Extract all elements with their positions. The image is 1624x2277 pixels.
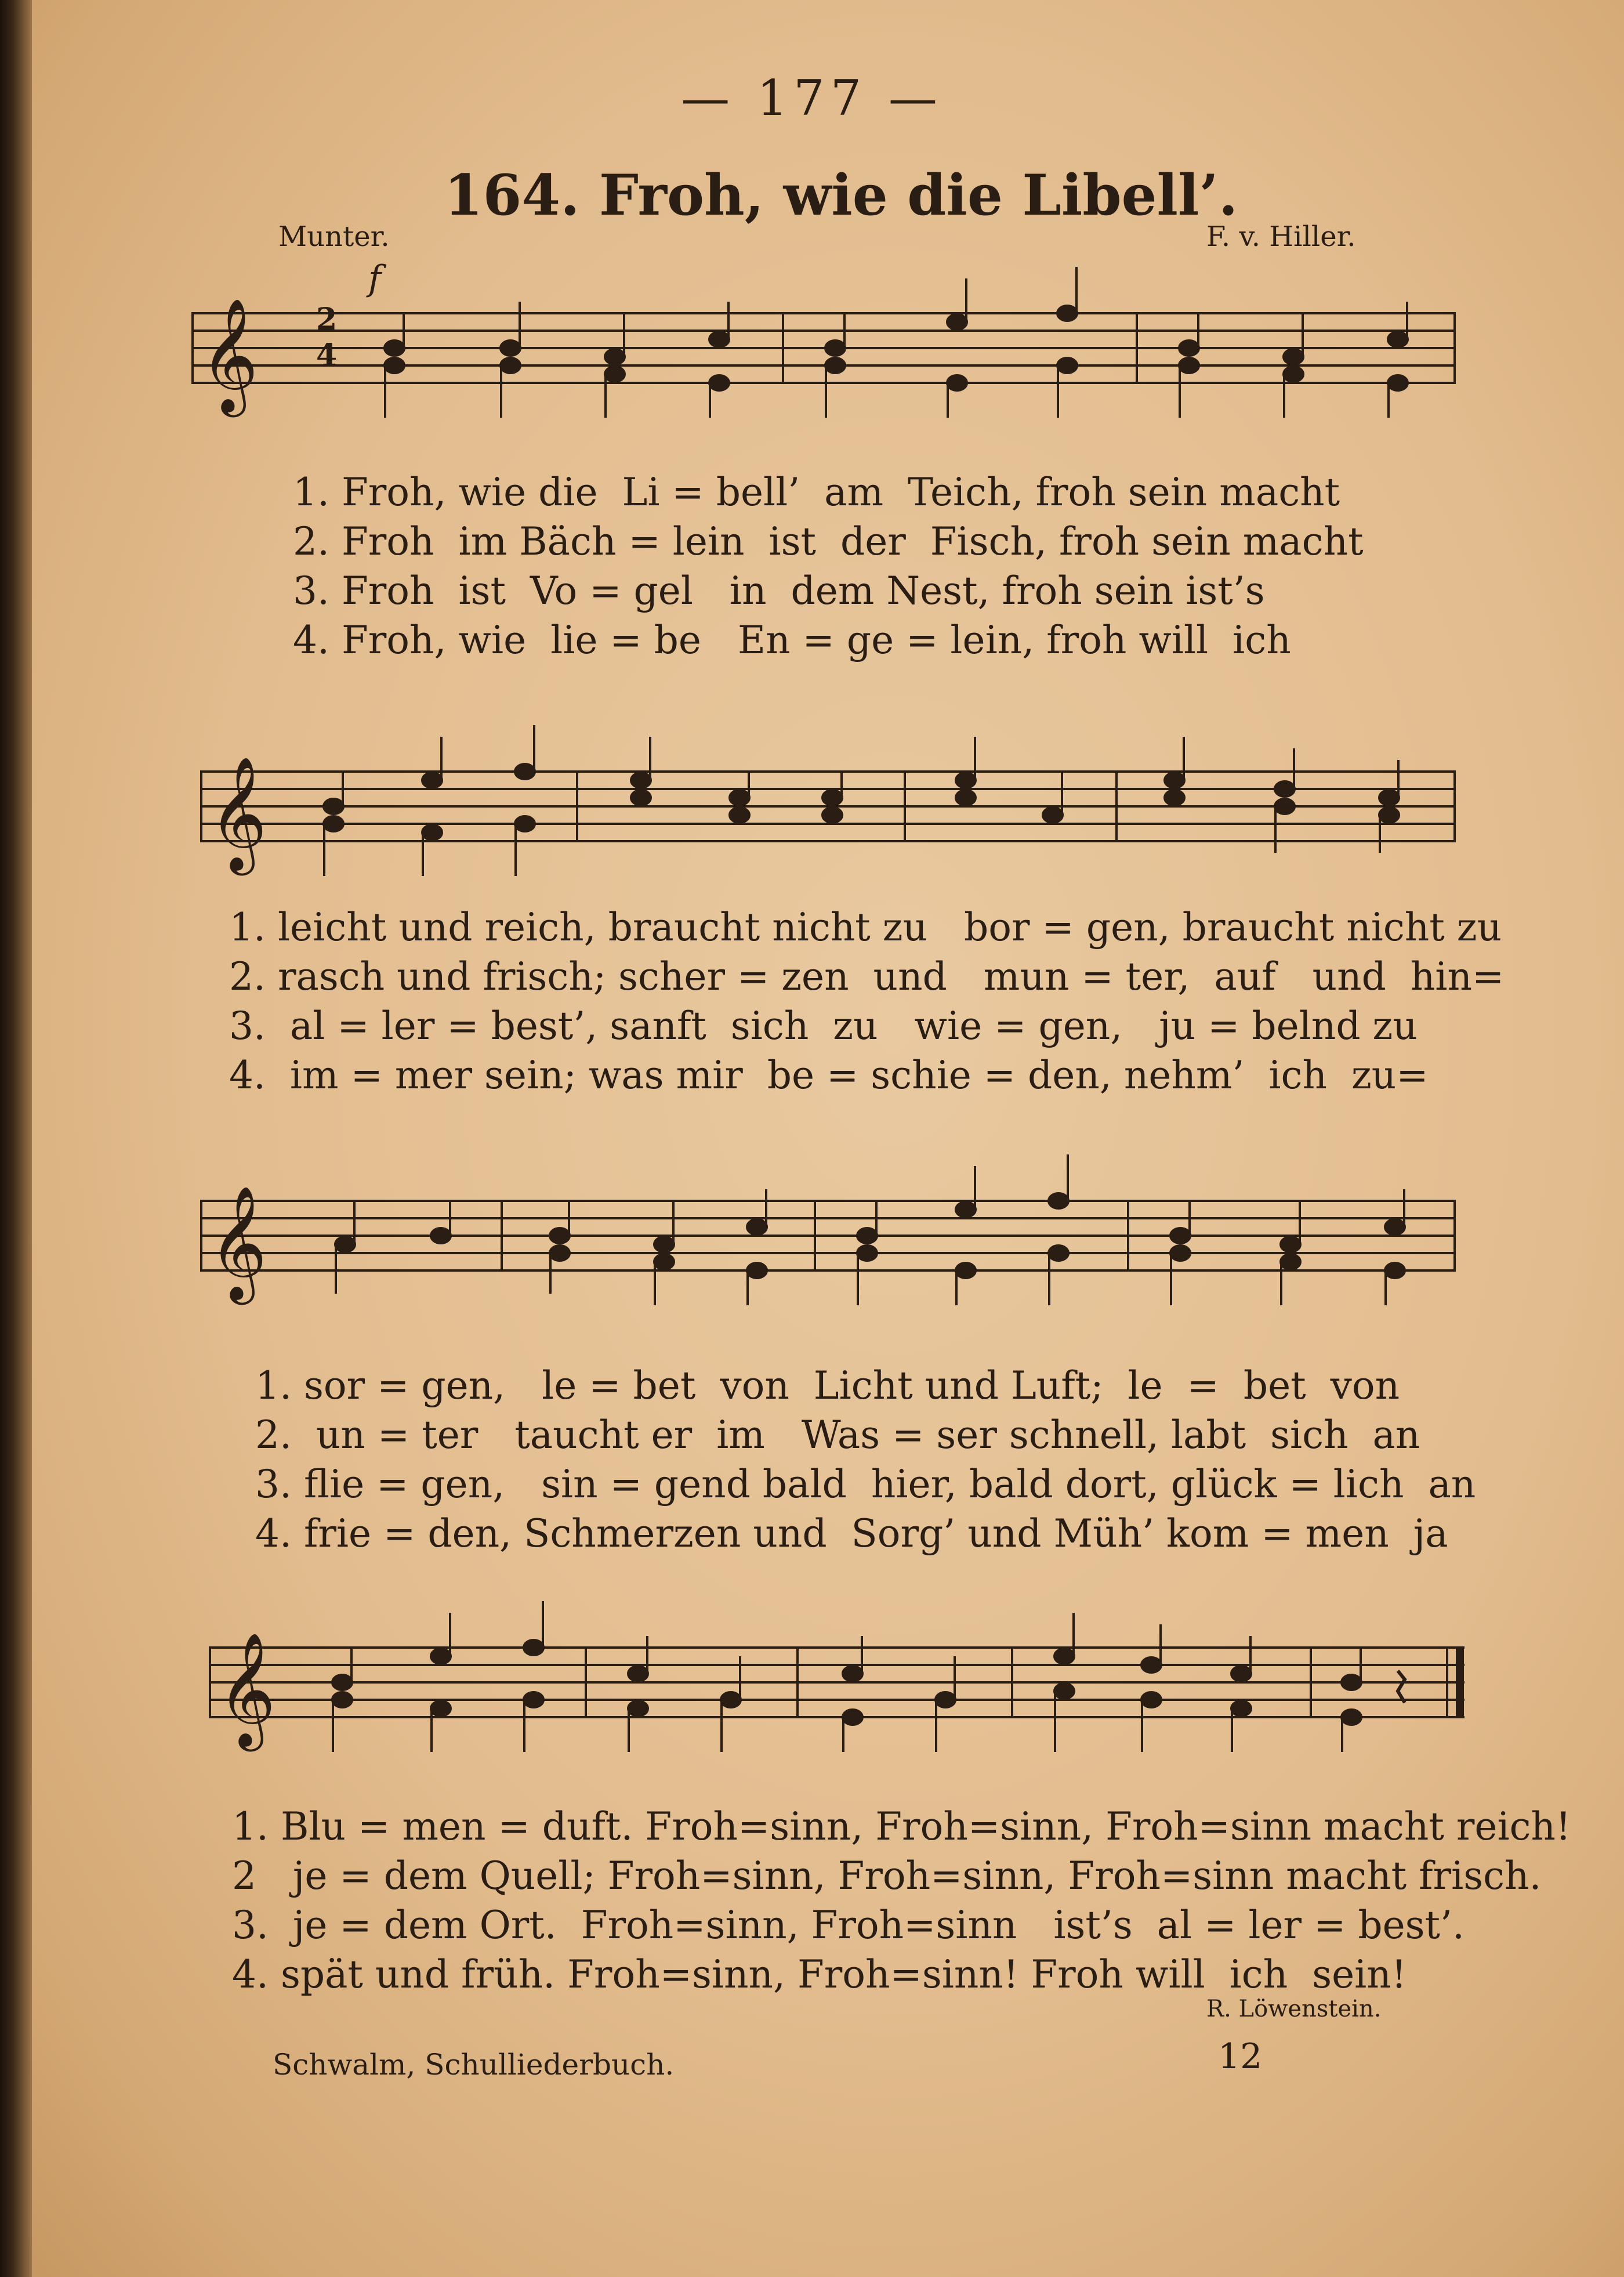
lyric-line: 3. Froh ist Vo = gel in dem Nest, froh sein ist’s (293, 569, 1265, 613)
lyric-line: 2. rasch und frisch; scher = zen und mun = ter, auf und hin= (229, 954, 1505, 999)
lyric-line: 1. Blu = men = duft. Froh=sinn, Froh=sinn, Froh=sinn macht reich! (232, 1804, 1571, 1849)
composer: F. v. Hiller. (1206, 220, 1356, 253)
lyric-line: 1. Froh, wie die Li = bell’ am Teich, froh sein macht (293, 470, 1340, 515)
treble-clef-icon: 𝄞 (209, 756, 267, 871)
book-footer: Schwalm, Schulliederbuch. (273, 2048, 675, 2081)
lyric-line: 4. im = mer sein; was mir be = schie = den, nehm’ ich zu= (229, 1053, 1429, 1098)
music-staff-1 (191, 258, 1467, 464)
lyric-line: 4. Froh, wie lie = be En = ge = lein, froh will ich (293, 618, 1291, 663)
lyric-line: 3. al = ler = best’, sanft sich zu wie = gen, ju = belnd zu (229, 1004, 1418, 1048)
music-staff-3 (200, 1178, 1476, 1352)
lyric-line: 2 je = dem Quell; Froh=sinn, Froh=sinn, Froh=sinn macht frisch. (232, 1854, 1542, 1898)
time-signature-bottom: 4 (316, 338, 338, 373)
song-title: 164. Froh, wie die Libell’. (444, 162, 1238, 228)
time-signature-top: 2 (316, 302, 338, 337)
treble-clef-icon: 𝄞 (217, 1632, 276, 1747)
lyric-line: 3. flie = gen, sin = gend bald hier, bald dort, glück = lich an (255, 1462, 1476, 1507)
dynamic-marking: f (368, 258, 382, 299)
lyricist-credit: R. Löwenstein. (1206, 1996, 1382, 2022)
page-number: — 177 — (681, 70, 943, 126)
lyric-line: 1. sor = gen, le = bet von Licht und Luft; le = bet von (255, 1363, 1400, 1408)
treble-clef-icon: 𝄞 (209, 1185, 267, 1300)
music-staff-4 (209, 1624, 1485, 1798)
lyric-line: 3. je = dem Ort. Froh=sinn, Froh=sinn ist’s al = ler = best’. (232, 1903, 1465, 1947)
tempo-marking: Munter. (278, 220, 390, 253)
treble-clef-icon: 𝄞 (200, 298, 259, 412)
music-staff-2 (200, 748, 1476, 922)
book-binding-edge (0, 0, 32, 2277)
lyric-line: 1. leicht und reich, braucht nicht zu bor = gen, braucht nicht zu (229, 905, 1502, 950)
lyric-line: 2. un = ter taucht er im Was = ser schnell, labt sich an (255, 1413, 1420, 1457)
lyric-line: 2. Froh im Bäch = lein ist der Fisch, froh sein macht (293, 519, 1364, 564)
sheet-number: 12 (1218, 2036, 1263, 2077)
lyric-line: 4. spät und früh. Froh=sinn, Froh=sinn! Froh will ich sein! (232, 1952, 1407, 1997)
lyric-line: 4. frie = den, Schmerzen und Sorg’ und Müh’ kom = men ja (255, 1511, 1448, 1556)
